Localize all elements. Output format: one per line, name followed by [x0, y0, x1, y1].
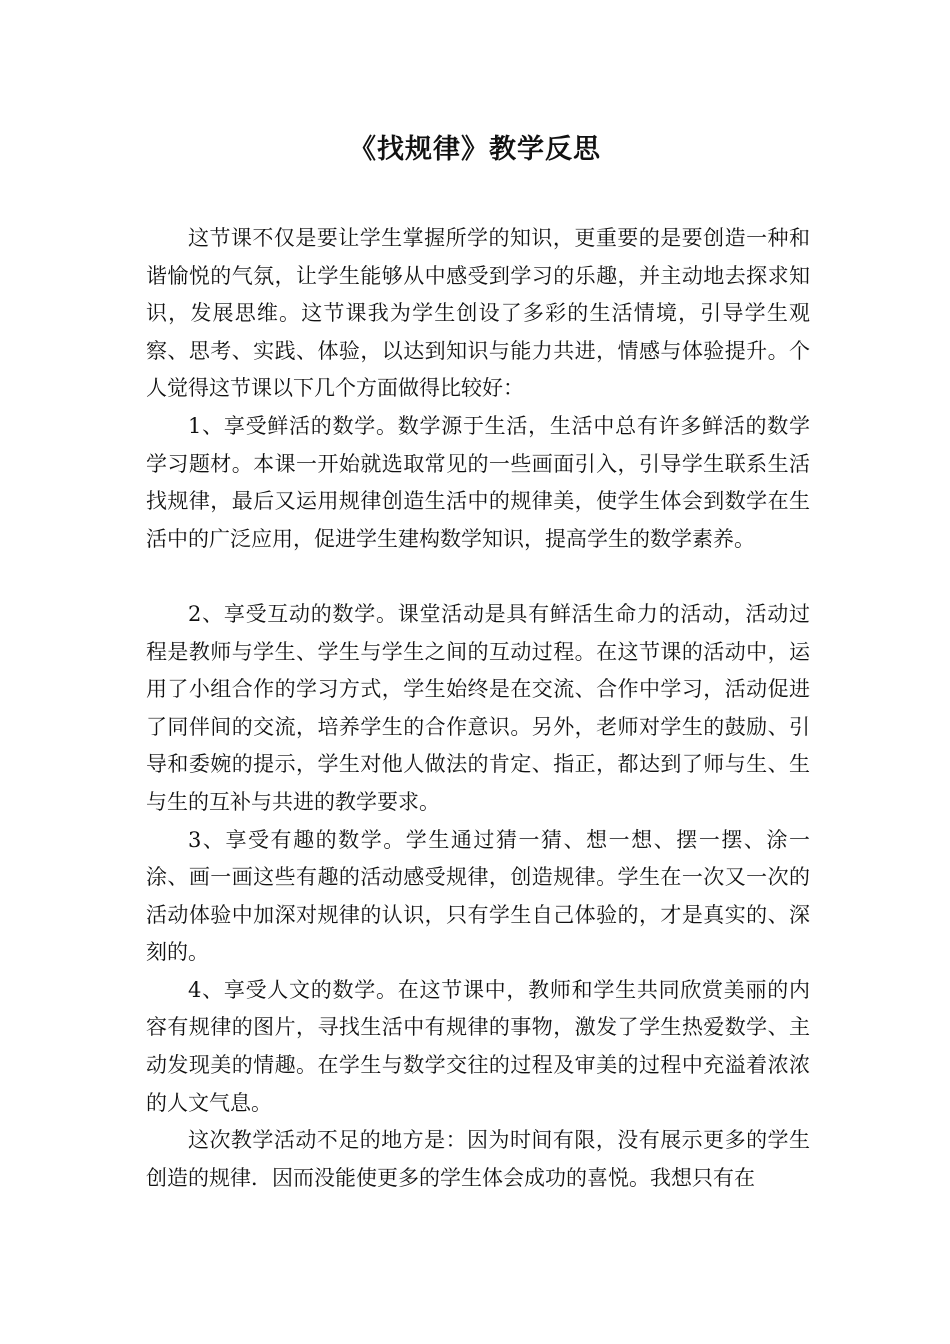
paragraph-point-4: 4、享受人文的数学。在这节课中，教师和学生共同欣赏美丽的内容有规律的图片，寻找生活中有规律的事物，激发了学生热爱数学、主动发现美的情趣。在学生与数学交往的过程及审美的过程中充溢着浓浓的人文气息。 — [146, 977, 810, 1115]
document-title: 《找规律》教学反思 — [349, 134, 601, 165]
paragraph-point-3: 3、享受有趣的数学。学生通过猜一猜、想一想、摆一摆、涂一涂、画一画这些有趣的活动感受规律，创造规律。学生在一次又一次的活动体验中加深对规律的认识，只有学生自己体验的，才是真实的、深刻的。 — [146, 827, 810, 965]
paragraph-shortcomings: 这次教学活动不足的地方是：因为时间有限，没有展示更多的学生创造的规律．因而没能使更多的学生体会成功的喜悦。我想只有在 — [146, 1128, 810, 1190]
paragraph-point-1: 1、享受鲜活的数学。数学源于生活，生活中总有许多鲜活的数学学习题材。本课一开始就选取常见的一些画面引入，引导学生联系生活找规律，最后又运用规律创造生活中的规律美，使学生体会到数学在生活中的广泛应用，促进学生建构数学知识，提高学生的数学素养。 — [146, 413, 810, 551]
paragraph-point-2: 2、享受互动的数学。课堂活动是具有鲜活生命力的活动，活动过程是教师与学生、学生与学生之间的互动过程。在这节课的活动中，运用了小组合作的学习方式，学生始终是在交流、合作中学习，活动促进了同伴间的交流，培养学生的合作意识。另外，老师对学生的鼓励、引导和委婉的提示，学生对他人做法的肯定、指正，都达到了师与生、生与生的互补与共进的教学要求。 — [146, 601, 810, 814]
paragraph-intro: 这节课不仅是要让学生掌握所学的知识，更重要的是要创造一种和谐愉悦的气氛，让学生能够从中感受到学习的乐趣，并主动地去探求知识，发展思维。这节课我为学生创设了多彩的生活情境，引导学生观察、思考、实践、体验，以达到知识与能力共进，情感与体验提升。个人觉得这节课以下几个方面做得比较好： — [146, 226, 810, 401]
document-body — [146, 220, 810, 1197]
